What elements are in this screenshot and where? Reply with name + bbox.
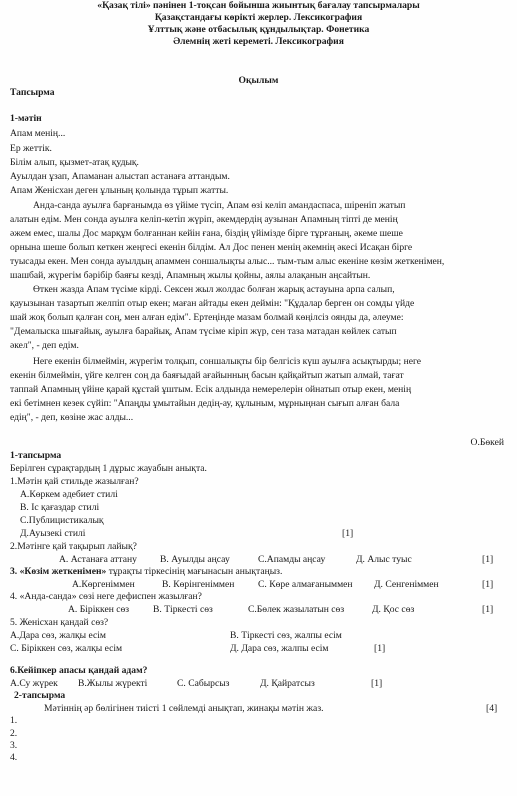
header-line-4: Әлемнің жеті кереметі. Лексикография [173,36,344,47]
task-label: Тапсырма [10,87,55,98]
q3-option: В. Көрінгеніммен [162,579,235,590]
answer-number: 4. [10,752,18,763]
q1-option: С.Публицистикалық [20,515,104,526]
prose-line: едің", - деп, көзіне жас алды... [10,412,134,423]
prose-line: алатын едім. Мен сонда ауылға келіп-кетіп жүріп, әкемдердің аузынан Апамның тіпті де менің [10,214,398,225]
poem-line: Ауылдан ұзап, Апаманан алыстап астанаға аттандым. [10,171,230,182]
q4-option: В. Тіркесті сөз [153,604,213,615]
q4-option: А. Біріккен сөз [68,604,130,615]
q6-mark: [1] [371,678,383,689]
q3-phrase: «Көзім жеткенімен» [19,566,107,577]
prose-line: әжем емес, шалы Дос марқұм болғаннан кейін ғана, біздің үйімізде бірге тұрғаның, әкеме шеше [10,228,403,239]
question-3 [10,566,282,578]
answer-number: 1. [10,715,18,726]
q5-option: С. Біріккен сөз, жалқы есім [10,643,123,654]
poem-line: Апам Женісхан деген ұлының қолында тұрып жатты. [10,185,229,196]
q5-option: Д. Дара сөз, жалпы есім [230,643,329,654]
q6-option: В.Жылы жүректі [78,678,148,689]
q1-option: Д.Ауызекі стилі [20,528,86,539]
q3-option: Д. Сенгеніммен [374,579,439,590]
q6-option: С. Сабырсыз [177,678,230,689]
q5-mark: [1] [374,643,386,654]
task2-title: 2-тапсырма [14,690,66,701]
task2-instruction: Мәтіннің әр бөлігінен тиісті 1 сөйлемді анықтап, жинақы мәтін жаз. [44,703,324,714]
section-title: Оқылым [238,75,279,86]
question-4: 4. «Анда-санда» сөзі неге дефиспен жазылған? [10,591,202,602]
q4-mark: [1] [482,604,494,615]
prose-line: Анда-санда ауылға барғанымда өз үйіме түсіп, Апам өзі келіп амандаспаса, шіреніп жатып [33,200,406,211]
prose-line: Неге екенін білмеймін, жүрегім толқып, соншалықты бір белгісіз күш ауылға асықтырды; неге [33,356,422,367]
task1-instruction: Берілген сұрақтардың 1 дұрыс жауабын анықта. [10,463,207,474]
author: О.Бөкей [470,437,504,448]
q2-option: А. Астанаға аттану [59,554,137,565]
header-line-1: «Қазақ тілі» пәнінен 1-тоқсан бойынша жиынтық бағалау тапсырмалары [97,0,420,11]
q1-mark: [1] [342,528,354,539]
q1-option: А.Көркем әдебиет стилі [20,489,118,500]
q2-option: В. Ауылды аңсау [160,554,230,565]
prose-line: әкел", - деп едім. [10,340,79,351]
q2-option: Д. Алыс туыс [356,554,412,565]
prose-line: туысады екен. Мен сонда ауылдың апаммен соншалықты алыс... тым-тым алыс екеніне көзім жеткенімен, [10,256,445,267]
prose-line: таппай Апамның үйіне қарай құстай ұштым. Есік алдында немерелерін ойнатып отыр екен, менің [10,384,412,395]
prose-line: екенін білмеймін, үйге келген соң да баяғыдай ағайынның басын қайқайтып жатып алмай, тағат [10,370,404,381]
question-2: 2.Мәтінге қай тақырып лайық? [10,541,137,552]
question-5: 5. Женісхан қандай сөз? [10,617,109,628]
answer-number: 2. [10,728,18,739]
prose-line: шашбай, жүрегім бәрібір баяғы кезді, Апамның жылы қойны, аялы алақанын аңсайтын. [10,270,371,281]
q6-option: А.Су жүрек [10,678,58,689]
q4-option: Д. Қос сөз [372,604,415,615]
prose-line: "Демалыска шығайық, ауылға барайық, Апам түсіме кіріп жүр, сен таза матадан көйлек сатып [10,326,397,337]
prose-line: қауызынан тазартып желпіп отыр екен; маған айтады екен деймін: "Құдалар берген он сомды үйде [10,298,415,309]
q1-option: В. Іс қағаздар стилі [20,502,100,513]
question-6: 6.Кейіпкер апасы қандай адам? [10,665,148,676]
q3-option: А.Көргеніммен [72,579,135,590]
poem-line: Ер жеттік. [10,143,52,154]
q2-option: С.Апамды аңсау [258,554,326,565]
task1-title: 1-тапсырма [10,450,62,461]
prose-line: Өткен жазда Апам түсіме кірді. Сексен жыл жолдас болған жарық астауына арпа салып, [33,284,395,295]
q3-mark: [1] [482,579,494,590]
q3-option: С. Көре алмағаныммен [258,579,353,590]
prose-line: шай жоқ болып қалған соң, мен алған едім". Ертеңінде мазам болмай көңілсіз оянды да, әлеуме: [10,312,404,323]
q5-option: В. Тіркесті сөз, жалпы есім [230,630,342,641]
poem-line: Апам менің... [10,128,66,139]
q4-option: С.Бөлек жазылатын сөз [248,604,345,615]
q3-number: 3. [10,566,18,577]
header-line-3: Ұлттық және отбасылық құндылықтар. Фонетика [147,24,370,35]
question-1: 1.Мәтін қай стильде жазылған? [10,476,139,487]
q2-mark: [1] [482,554,494,565]
q5-option: А.Дара сөз, жалқы есім [10,630,106,641]
q6-option: Д. Қайратсыз [260,678,315,689]
prose-line: орнына шеше болып кеткен жеңгесі екенін білдім. Ал Дос пенен менің әкемнің әкесі Исақан бірге [10,242,413,253]
task2-mark: [4] [486,703,498,714]
answer-number: 3. [10,740,18,751]
text-title: 1-мәтін [10,113,42,124]
q3-text: тұрақты тіркесінің мағынасын анықтаңыз. [108,566,283,577]
poem-line: Білім алып, қызмет-атақ қудық. [10,157,139,168]
prose-line: екі бетімнен кезек сүйіп: "Апаңды ұмытайын дедің-ау, құлыным, мұрныңнан сығып алған бала [10,398,400,409]
header-line-2: Қазақстандағы көрікті жерлер. Лексикография [154,12,363,23]
